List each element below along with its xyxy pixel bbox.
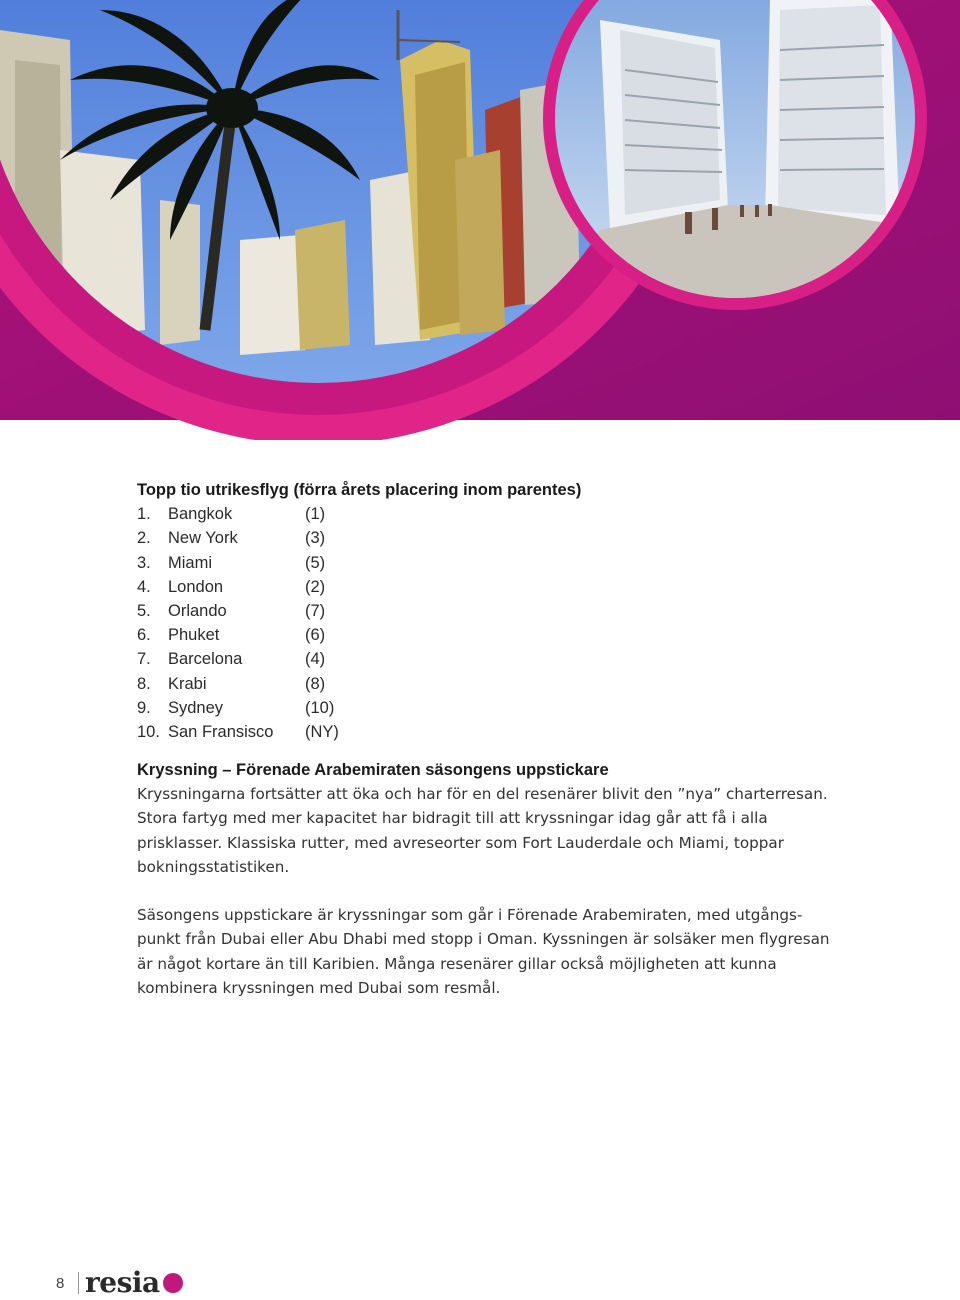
rank-city: Orlando — [168, 601, 227, 620]
previous-rank: (1) — [305, 505, 326, 524]
rank-number: 10. — [137, 722, 160, 741]
list-item — [137, 623, 837, 647]
top-ten-list — [137, 502, 837, 744]
page-footer — [56, 1266, 183, 1300]
list-item — [137, 502, 837, 526]
previous-rank: (NY) — [305, 722, 339, 741]
list-item — [137, 551, 837, 575]
rank-city: Barcelona — [168, 650, 243, 669]
previous-rank: (8) — [305, 674, 326, 693]
list-item — [137, 696, 837, 720]
previous-rank: (10) — [305, 698, 335, 717]
rank-city: New York — [168, 529, 238, 548]
rank-number: 3. — [137, 553, 151, 572]
previous-rank: (2) — [305, 577, 326, 596]
section-title: Kryssning – Förenade Arabemiraten säsongens uppstickare — [137, 761, 609, 780]
rank-number: 6. — [137, 626, 151, 645]
list-item — [137, 575, 837, 599]
body-paragraph-1: Kryssningarna fortsätter att öka och har för en del resenärer blivit den ”nya” charterresan. Stora fartyg med mer kapacitet har bidragit till att kryssningar idag går att få i alla prisklasser. Klassiska rutter, med avreseorter som Fort Lauderdale och Miami, toppar bokningsstatistiken. — [137, 785, 828, 876]
previous-rank: (7) — [305, 601, 326, 620]
list-item — [137, 672, 837, 696]
page-number: 8 — [56, 1274, 65, 1292]
rank-number: 5. — [137, 601, 151, 620]
rank-number: 7. — [137, 650, 151, 669]
list-item — [137, 526, 837, 550]
list-item — [137, 720, 837, 744]
rank-city: San Fransisco — [168, 722, 274, 741]
previous-rank: (3) — [305, 529, 326, 548]
rank-city: Sydney — [168, 698, 224, 717]
rank-number: 8. — [137, 674, 151, 693]
rank-city: Miami — [168, 553, 212, 572]
rank-number: 2. — [137, 529, 151, 548]
rank-city: Phuket — [168, 626, 220, 645]
previous-rank: (6) — [305, 626, 326, 645]
body-paragraph-2: Säsongens uppstickare är kryssningar som går i Förenade Arabemiraten, med utgångs-punkt från Dubai eller Abu Dhabi med stopp i Oman. Kyssningen är solsäker men flygresan är något kortare än till Karibien. Många resenärer gillar också möjligheten att kunna kombinera kryssningen med Dubai som resmål. — [137, 906, 830, 997]
logo-wordmark: resia — [85, 1266, 160, 1299]
resia-logo — [85, 1266, 183, 1299]
hero-banner — [0, 0, 960, 440]
rank-city: Krabi — [168, 674, 207, 693]
list-item — [137, 647, 837, 671]
rank-number: 4. — [137, 577, 151, 596]
hero-graphic — [0, 0, 960, 440]
rank-city: Bangkok — [168, 505, 233, 524]
previous-rank: (5) — [305, 553, 326, 572]
list-item — [137, 599, 837, 623]
rank-number: 9. — [137, 698, 151, 717]
list-heading: Topp tio utrikesflyg (förra årets placering inom parentes) — [137, 481, 582, 499]
footer-divider — [78, 1272, 79, 1294]
previous-rank: (4) — [305, 650, 326, 669]
rank-number: 1. — [137, 505, 151, 524]
logo-dot-icon — [163, 1273, 183, 1293]
main-content — [137, 478, 837, 1000]
rank-city: London — [168, 577, 224, 596]
